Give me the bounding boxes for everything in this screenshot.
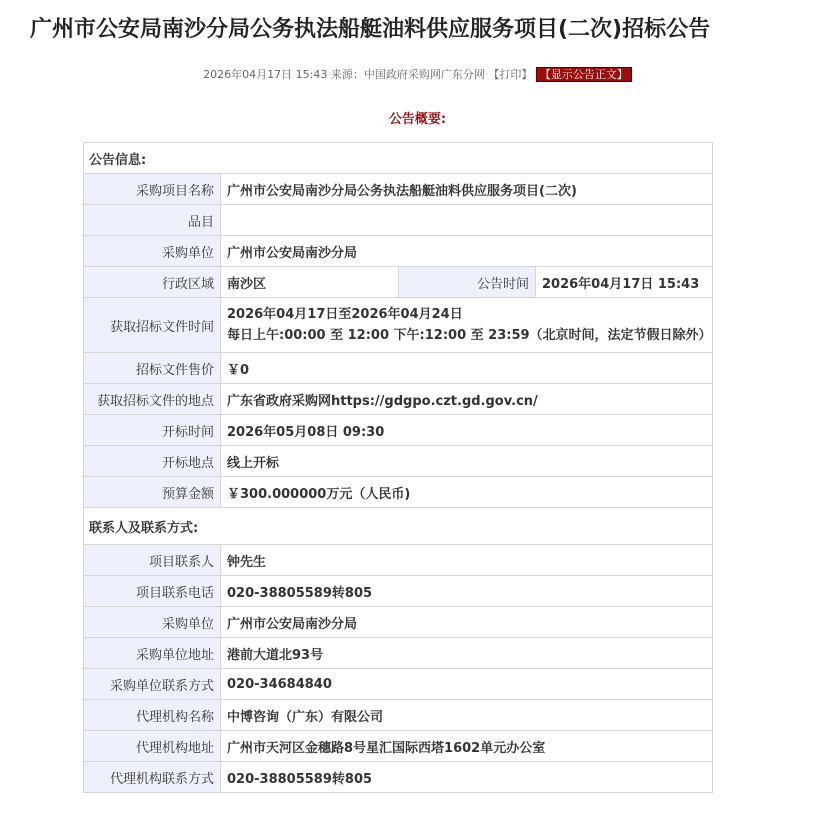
contact-purchaser-value: 广州市公安局南沙分局	[221, 607, 713, 638]
region-label: 行政区域	[84, 267, 221, 298]
table-row	[84, 353, 713, 384]
table-row	[84, 267, 713, 298]
budget-label: 预算金额	[84, 477, 221, 508]
announce-time-label: 公告时间	[399, 267, 536, 298]
section-row	[84, 143, 713, 174]
page-title: 广州市公安局南沙分局公务执法船艇油料供应服务项目(二次)招标公告	[30, 17, 711, 42]
open-place-label: 开标地点	[84, 446, 221, 477]
agency-contact-value: 020-38805589转805	[221, 762, 713, 793]
purchaser-address-value: 港前大道北93号	[221, 638, 713, 669]
purchaser-label: 采购单位	[84, 236, 221, 267]
summary-heading: 公告概要:	[388, 112, 447, 127]
purchaser-value: 广州市公安局南沙分局	[221, 236, 713, 267]
project-contact-value: 钟先生	[221, 545, 713, 576]
notice-summary-table	[83, 142, 713, 793]
purchaser-contact-label: 采购单位联系方式	[84, 669, 221, 700]
purchaser-address-label: 采购单位地址	[84, 638, 221, 669]
table-row	[84, 545, 713, 576]
table-row	[84, 638, 713, 669]
budget-value: ￥300.000000万元（人民币)	[221, 477, 713, 508]
table-row	[84, 607, 713, 638]
section-notice-info: 公告信息:	[84, 143, 713, 174]
agency-address-label: 代理机构地址	[84, 731, 221, 762]
project-name-label: 采购项目名称	[84, 174, 221, 205]
source-prefix: 来源：	[330, 68, 364, 81]
doc-price-value: ￥0	[221, 353, 713, 384]
table-row	[84, 174, 713, 205]
table-row	[84, 384, 713, 415]
agency-name-label: 代理机构名称	[84, 700, 221, 731]
table-row	[84, 446, 713, 477]
print-link[interactable]: 【打印】	[488, 68, 533, 81]
agency-name-value: 中博咨询（广东）有限公司	[221, 700, 713, 731]
table-row	[84, 236, 713, 267]
agency-contact-label: 代理机构联系方式	[84, 762, 221, 793]
doc-time-value	[221, 298, 713, 353]
project-contact-label: 项目联系人	[84, 545, 221, 576]
notice-meta	[0, 66, 835, 82]
table-row	[84, 731, 713, 762]
contact-purchaser-label: 采购单位	[84, 607, 221, 638]
doc-time-label: 获取招标文件时间	[84, 298, 221, 353]
project-name-value: 广州市公安局南沙分局公务执法船艇油料供应服务项目(二次)	[221, 174, 713, 205]
table-row	[84, 298, 713, 353]
item-value	[221, 205, 713, 236]
table-row	[84, 576, 713, 607]
table-row	[84, 669, 713, 700]
item-label: 品目	[84, 205, 221, 236]
publish-datetime: 2026年04月17日 15:43	[203, 68, 328, 81]
table-row	[84, 415, 713, 446]
doc-location-label: 获取招标文件的地点	[84, 384, 221, 415]
table-row	[84, 205, 713, 236]
open-time-value: 2026年05月08日 09:30	[221, 415, 713, 446]
table-row	[84, 762, 713, 793]
section-row	[84, 508, 713, 545]
region-value: 南沙区	[221, 267, 399, 298]
table-row	[84, 700, 713, 731]
section-contact-info: 联系人及联系方式:	[84, 508, 713, 545]
agency-address-value: 广州市天河区金穗路8号星汇国际西塔1602单元办公室	[221, 731, 713, 762]
project-phone-label: 项目联系电话	[84, 576, 221, 607]
project-phone-value: 020-38805589转805	[221, 576, 713, 607]
table-row	[84, 477, 713, 508]
purchaser-contact-value: 020-34684840	[221, 669, 713, 700]
announce-time-value: 2026年04月17日 15:43	[536, 267, 713, 298]
doc-time-range: 2026年04月17日至2026年04月24日	[227, 307, 463, 322]
open-time-label: 开标时间	[84, 415, 221, 446]
doc-time-hours: 每日上午:00:00 至 12:00 下午:12:00 至 23:59（北京时间，法定节假日除外）	[227, 328, 712, 343]
doc-price-label: 招标文件售价	[84, 353, 221, 384]
doc-location-value: 广东省政府采购网https://gdgpo.czt.gd.gov.cn/	[221, 384, 713, 415]
source-name: 中国政府采购网广东分网	[363, 68, 485, 81]
open-place-value: 线上开标	[221, 446, 713, 477]
show-notice-button[interactable]: 【显示公告正文】	[536, 67, 632, 82]
